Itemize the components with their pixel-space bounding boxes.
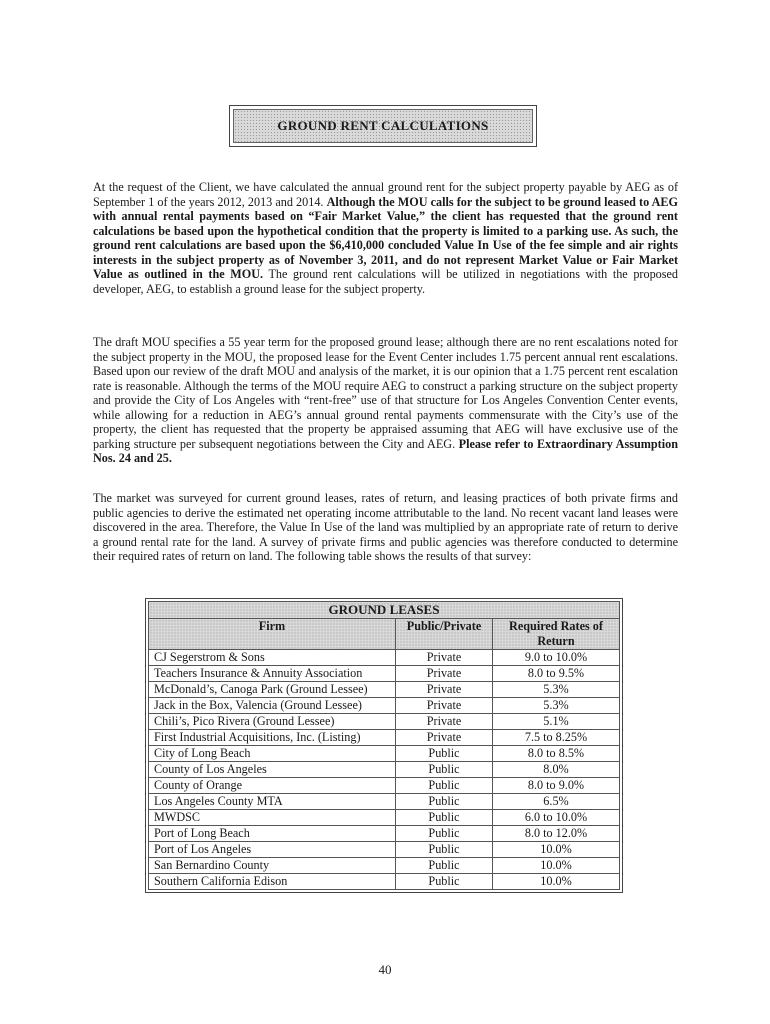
rate-cell: 6.0 to 10.0%	[493, 810, 620, 826]
section-title-box	[229, 105, 537, 147]
table-row	[149, 826, 620, 842]
paragraph-ground-rent-intro	[93, 180, 678, 296]
paragraph-market-survey: The market was surveyed for current ground leases, rates of return, and leasing practices of both private firms and public agencies to derive the estimated net operating income attributable to the land. No recent vacant land leases were discovered in the area. Therefore, the Value In Use of the land was multiplied by an appropriate rate of return to derive a ground rental rate for the land. A survey of private firms and public agencies was therefore conducted to determine their required rates of return on land. The following table shows the results of that survey:	[93, 491, 678, 563]
rate-cell: 7.5 to 8.25%	[493, 730, 620, 746]
firm-cell: First Industrial Acquisitions, Inc. (Listing)	[149, 730, 396, 746]
type-cell: Private	[396, 714, 493, 730]
firm-cell: Teachers Insurance & Annuity Association	[149, 666, 396, 682]
type-cell: Private	[396, 730, 493, 746]
p1-text-c: The ground rent calculations will be utilized in negotiations with the proposed developer, AEG, to establish a ground lease for the subject property.	[93, 267, 678, 296]
page-number: 40	[378, 962, 392, 977]
firm-cell: San Bernardino County	[149, 858, 396, 874]
section-title: GROUND RENT CALCULATIONS	[233, 109, 533, 143]
rate-cell: 8.0 to 9.0%	[493, 778, 620, 794]
firm-cell: McDonald’s, Canoga Park (Ground Lessee)	[149, 682, 396, 698]
firm-cell: CJ Segerstrom & Sons	[149, 650, 396, 666]
type-cell: Public	[396, 874, 493, 890]
rate-cell: 5.3%	[493, 682, 620, 698]
table-title: GROUND LEASES	[149, 602, 620, 619]
type-cell: Public	[396, 794, 493, 810]
firm-cell: Los Angeles County MTA	[149, 794, 396, 810]
table-row	[149, 794, 620, 810]
type-cell: Public	[396, 842, 493, 858]
table-row	[149, 714, 620, 730]
rate-cell: 8.0 to 8.5%	[493, 746, 620, 762]
type-cell: Public	[396, 762, 493, 778]
column-header-required-rates: Required Rates of Return	[493, 619, 620, 650]
rate-cell: 10.0%	[493, 842, 620, 858]
firm-cell: Jack in the Box, Valencia (Ground Lessee)	[149, 698, 396, 714]
rate-cell: 9.0 to 10.0%	[493, 650, 620, 666]
firm-cell: Chili’s, Pico Rivera (Ground Lessee)	[149, 714, 396, 730]
rate-cell: 5.3%	[493, 698, 620, 714]
table-row	[149, 650, 620, 666]
table-row	[149, 874, 620, 890]
ground-leases-table	[145, 598, 623, 893]
type-cell: Private	[396, 666, 493, 682]
p2-text-a: The draft MOU specifies a 55 year term for the proposed ground lease; although there are no rent escalations noted for the subject property in the MOU, the proposed lease for the Event Center includes 1.75 percent annual rent escalations. Based upon our review of the draft MOU and analysis of the market, it is our opinion that a 1.75 percent rent escalation rate is reasonable. Although the terms of the MOU require AEG to construct a parking structure on the subject property and provide the City of Los Angeles with “rent-free” use of that structure for Los Angeles Convention Center events, while allowing for a reduction in AEG’s annual ground rental payments commensurate with the City’s use of the property, the client has requested that the property be appraised assuming that AEG will have exclusive use of the parking structure per subsequent negotiations between the City and AEG.	[93, 335, 678, 451]
column-header-public-private: Public/Private	[396, 619, 493, 650]
type-cell: Public	[396, 778, 493, 794]
rate-cell: 6.5%	[493, 794, 620, 810]
firm-cell: MWDSC	[149, 810, 396, 826]
table-row	[149, 810, 620, 826]
rate-cell: 10.0%	[493, 874, 620, 890]
type-cell: Public	[396, 746, 493, 762]
table-row	[149, 762, 620, 778]
paragraph-mou-terms	[93, 335, 678, 466]
p2-text-b-bold: Please refer to Extraordinary Assumption Nos. 24 and 25.	[93, 436, 678, 465]
firm-cell: County of Orange	[149, 778, 396, 794]
table-row	[149, 666, 620, 682]
firm-cell: City of Long Beach	[149, 746, 396, 762]
type-cell: Private	[396, 682, 493, 698]
table-row	[149, 778, 620, 794]
p1-text-b-bold: Although the MOU calls for the subject to be ground leased to AEG with annual rental payments based on “Fair Market Value,” the client has requested that the ground rent calculations be based upon the hypothetical condition that the property is limited to a parking use. As such, the ground rent calculations are based upon the $6,410,000 concluded Value In Use of the fee simple and air rights interests in the subject property as of November 3, 2011, and do not represent Market Value or Fair Market Value as outlined in the MOU.	[93, 194, 678, 281]
table-row	[149, 698, 620, 714]
type-cell: Public	[396, 826, 493, 842]
firm-cell: Southern California Edison	[149, 874, 396, 890]
column-header-firm: Firm	[149, 619, 396, 650]
firm-cell: Port of Long Beach	[149, 826, 396, 842]
rate-cell: 8.0%	[493, 762, 620, 778]
table-row	[149, 858, 620, 874]
firm-cell: Port of Los Angeles	[149, 842, 396, 858]
table-row	[149, 730, 620, 746]
type-cell: Private	[396, 650, 493, 666]
table-row	[149, 842, 620, 858]
type-cell: Public	[396, 858, 493, 874]
type-cell: Private	[396, 698, 493, 714]
rate-cell: 8.0 to 12.0%	[493, 826, 620, 842]
type-cell: Public	[396, 810, 493, 826]
rate-cell: 10.0%	[493, 858, 620, 874]
rate-cell: 5.1%	[493, 714, 620, 730]
table-row	[149, 682, 620, 698]
table-row	[149, 746, 620, 762]
firm-cell: County of Los Angeles	[149, 762, 396, 778]
p1-text-a: At the request of the Client, we have calculated the annual ground rent for the subject property payable by AEG as of September 1 of the years 2012, 2013 and 2014.	[93, 180, 678, 209]
rate-cell: 8.0 to 9.5%	[493, 666, 620, 682]
